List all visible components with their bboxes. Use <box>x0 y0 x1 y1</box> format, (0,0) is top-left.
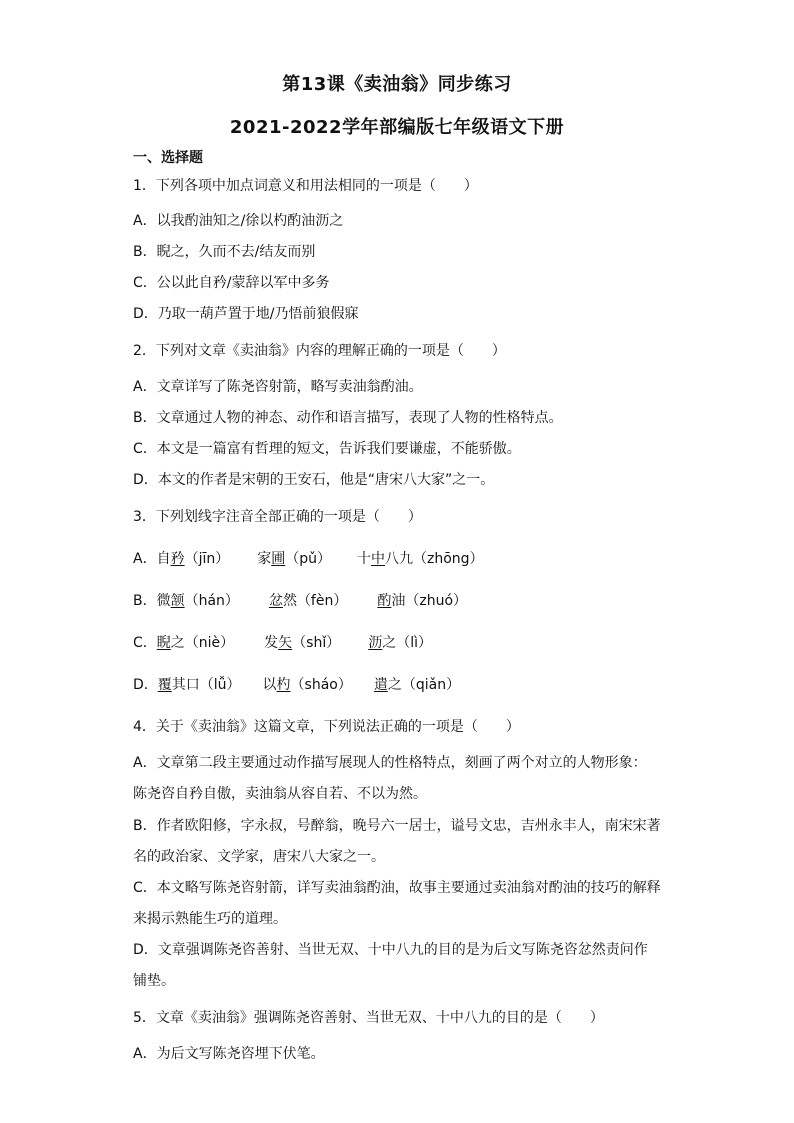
pinyin: （hán） <box>184 593 239 609</box>
question-4-option-a-line2: 陈尧咨自矜自傲，卖油翁从容自若、不以为然。 <box>133 786 427 802</box>
underlined-char: 酌 <box>377 593 392 609</box>
question-1-option-c: C．公以此自矜/蒙辞以军中多务 <box>133 275 330 291</box>
page-subtitle: 2021-2022学年部编版七年级语文下册 <box>229 117 565 138</box>
question-2-option-b: B．文章通过人物的神态、动作和语言描写，表现了人物的性格特点。 <box>133 410 563 426</box>
question-3-stem: 3．下列划线字注音全部正确的一项是（ ） <box>133 509 422 525</box>
question-4-option-a-line1: A．文章第二段主要通过动作描写展现人的性格特点，刻画了两个对立的人物形象： <box>133 755 647 771</box>
pinyin: （fèn） <box>296 593 348 609</box>
word-text: 以 <box>262 677 277 693</box>
word-text: 十 <box>357 551 371 567</box>
underlined-char: 覆 <box>157 677 172 693</box>
underlined-char: 杓 <box>276 677 291 693</box>
word-text: 之 <box>170 635 185 651</box>
question-4-option-b-line2: 名的政治家、文学家，唐宋八大家之一。 <box>133 849 385 865</box>
pinyin: （zhuó） <box>405 593 468 609</box>
question-4-option-b-line1: B．作者欧阳修，字永叔，号醉翁，晚号六一居士，谥号文忠，吉州永丰人，南宋宋著 <box>133 818 661 834</box>
question-2-option-a: A．文章详写了陈尧咨射箭，略写卖油翁酌油。 <box>133 379 423 395</box>
underlined-char: 圃 <box>271 551 286 567</box>
pinyin: （sháo） <box>290 677 352 693</box>
question-2-stem: 2．下列对文章《卖油翁》内容的理解正确的一项是（ ） <box>133 343 506 359</box>
word-text: 然 <box>282 593 297 609</box>
option-label: C． <box>133 635 157 651</box>
option-label: A． <box>133 551 157 567</box>
pinyin: （qiǎn） <box>401 677 461 693</box>
word-text: 其口 <box>171 677 200 693</box>
underlined-char: 忿 <box>268 593 283 609</box>
underlined-char: 睨 <box>156 635 171 651</box>
underlined-char: 矜 <box>170 551 185 567</box>
question-4-option-c-line2: 来揭示熟能生巧的道理。 <box>133 911 287 927</box>
option-label: D． <box>133 677 158 693</box>
question-4-option-d-line1: D．文章强调陈尧咨善射、当世无双、十中八九的目的是为后文写陈尧咨忿然责问作 <box>133 942 648 958</box>
question-3-option-a <box>133 549 484 569</box>
option-label: B． <box>133 593 157 609</box>
question-1-stem: 1．下列各项中加点词意义和用法相同的一项是（ ） <box>133 178 478 194</box>
pinyin: （zhōng） <box>413 551 484 567</box>
word-text: 自 <box>156 551 171 567</box>
pinyin: （lǚ） <box>199 677 241 693</box>
pinyin: （pǔ） <box>285 551 331 567</box>
word-text: 之 <box>387 677 402 693</box>
pinyin: （lì） <box>396 635 433 651</box>
underlined-char: 沥 <box>368 635 383 651</box>
word-text: 油 <box>391 593 406 609</box>
underlined-char: 中 <box>371 551 385 567</box>
question-4-stem: 4．关于《卖油翁》这篇文章，下列说法正确的一项是（ ） <box>133 719 520 735</box>
word-text: 微 <box>156 593 171 609</box>
section-heading: 一、选择题 <box>133 150 203 166</box>
pinyin: （shǐ） <box>292 635 341 651</box>
pinyin: （jīn） <box>184 551 230 567</box>
pinyin: （niè） <box>184 635 235 651</box>
question-1-option-b: B．睨之，久而不去/结友而别 <box>133 244 316 260</box>
question-1-option-a: A．以我酌油知之/徐以杓酌油沥之 <box>133 213 344 229</box>
question-2-option-c: C．本文是一篇富有哲理的短文，告诉我们要谦虚，不能骄傲。 <box>133 441 521 457</box>
underlined-char: 颔 <box>170 593 185 609</box>
question-1-option-d: D．乃取一葫芦置于地/乃悟前狼假寐 <box>133 306 359 322</box>
question-5-option-a: A．为后文写陈尧咨埋下伏笔。 <box>133 1046 325 1062</box>
question-3-option-b <box>133 591 467 611</box>
question-5-stem: 5．文章《卖油翁》强调陈尧咨善射、当世无双、十中八九的目的是（ ） <box>133 1010 604 1026</box>
word-text: 八九 <box>385 551 413 567</box>
question-4-option-d-line2: 铺垫。 <box>133 973 175 989</box>
word-text: 发 <box>264 635 279 651</box>
question-3-option-c <box>133 633 432 653</box>
underlined-char: 遣 <box>373 677 388 693</box>
word-text: 家 <box>257 551 272 567</box>
word-text: 之 <box>382 635 397 651</box>
question-2-option-d: D．本文的作者是宋朝的王安石，他是“唐宋八大家”之一。 <box>133 472 495 488</box>
page-title: 第13课《卖油翁》同步练习 <box>282 74 512 95</box>
underlined-char: 矢 <box>278 635 293 651</box>
question-3-option-d <box>133 675 460 695</box>
question-4-option-c-line1: C．本文略写陈尧咨射箭，详写卖油翁酌油，故事主要通过卖油翁对酌油的技巧的解释 <box>133 880 661 896</box>
